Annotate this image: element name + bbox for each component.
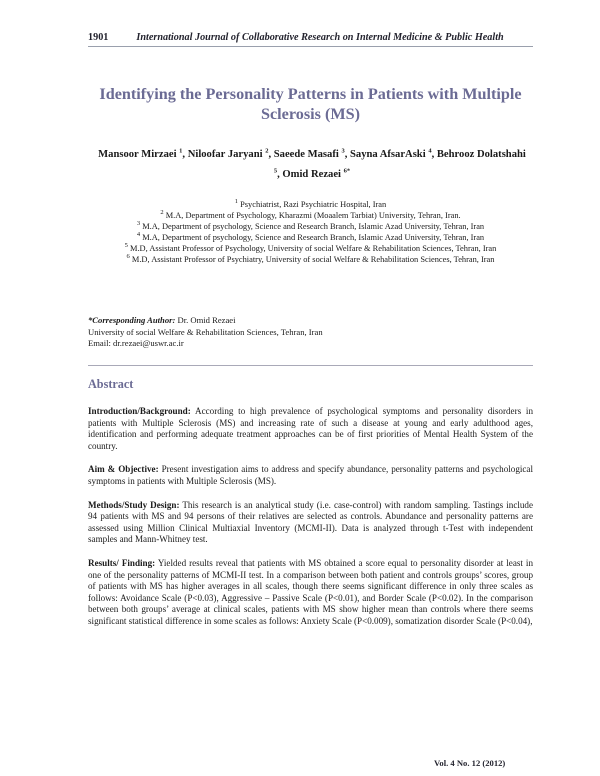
affiliation: $^3$ M.A, Department of psychology, Science and Research Branch, Islamic Azad University, Tehran, Iran [136,220,485,232]
abstract-paragraph: Introduction/Background: According to high prevalence of psychological symptoms and personality disorders in patients with Multiple Sclerosis (MS) and increasing rate of such a disease at young and early adulthood ages, identification and performing adequate treatment approaches can be of first priorities of Mental Health System of the country. [88,406,533,451]
affiliation: $^2$ M.A, Department of Psychology, Kharazmi (Moaalem Tarbiat) University, Tehran, Iran. [160,209,461,221]
author: Sayna AfsarAski $^4$ [350,147,432,160]
journal-title: International Journal of Collaborative Research on Internal Medicine & Public Health [136,32,504,43]
author: Mansoor Mirzaei $^1$ [98,147,183,160]
affiliation: $^5$ M.D, Assistant Professor of Psychology, University of social Welfare & Rehabilitation Sciences, Tehran, Iran [124,242,497,254]
corresponding-author [88,315,533,350]
author: Omid Rezaei $^{6*}$ [282,167,351,180]
abstract-heading: Abstract [88,377,134,391]
corresponding-name: Dr. Omid Rezaei [177,315,236,325]
abstract-body [88,406,533,640]
corresponding-email[interactable]: Email: dr.rezaei@uswr.ac.ir [88,338,184,348]
corresponding-label: *Corresponding Author: [88,315,176,325]
affiliation-list [88,199,533,266]
affiliation: $^1$ Psychiatrist, Razi Psychiatric Hospital, Iran [234,198,387,209]
abstract-paragraph: Results/ Finding: Yielded results reveal that patients with MS obtained a score equal to personality disorder at least in one of the personality patterns of MCMI-II test. In a comparison between both patient and controls groups’ scores, group of patients with MS has higher averages in all scales, though there seems significant difference in only three scales as follows: Avoidance Scale (P<0.03), Aggressive – Passive Scale (P<0.01), and Border Scale (P<0.02). In the comparison between both groups’ average at clinical scales, patients with MS show higher mean than controls where there seems significant statistical difference in some scales as follows: Anxiety Scale (P<0.009), somatization disorder Scale (P<0.04), [88,557,533,626]
author: Saeede Masafi $^3$ [273,147,345,160]
author: Behrooz Dolatshahi $^5$ [273,149,526,175]
corresponding-institution: University of social Welfare & Rehabilitation Sciences, Tehran, Iran [88,326,323,337]
abstract-paragraph: Methods/Study Design: This research is an analytical study (i.e. case-control) with random sampling. Tastings include 94 patients with MS and 94 persons of their relatives are selected as controls. Abundance and personality patterns are assessed using Million Clinical Multiaxial Inventory (MCMI-II). Data is analyzed through t-Test with independent samples and Mann-Whitney test. [88,499,534,545]
author-list: Mansoor Mirzaei $^1$, Niloofar Jaryani $^2$, Saeede Masafi $^3$, Sayna AfsarAski $^4$, Behrooz Dolatshahi $^5$, Omid Rezaei $^{6*}$ [98,147,526,180]
volume-footer: Vol. 4 No. 12 (2012) [434,758,506,768]
running-header [88,32,533,47]
abstract-paragraph: Aim & Objective: Present investigation aims to address and specify abundance, personality patterns and psychological symptoms in patients with Multiple Sclerosis (MS). [88,464,533,486]
affiliation: $^4$ M.A, Department of psychology, Science and Research Branch, Islamic Azad University, Tehran, Iran [136,231,485,243]
affiliation: $^6$ M.D, Assistant Professor of Psychiatry, University of social Welfare & Rehabilitation Sciences, Tehran, Iran [126,253,495,265]
author: Niloofar Jaryani $^2$ [187,147,269,160]
page-number: 1901 [88,32,109,43]
section-divider [88,365,533,366]
paper-title: Identifying the Personality Patterns in Patients with Multiple Sclerosis (MS) [99,85,522,123]
